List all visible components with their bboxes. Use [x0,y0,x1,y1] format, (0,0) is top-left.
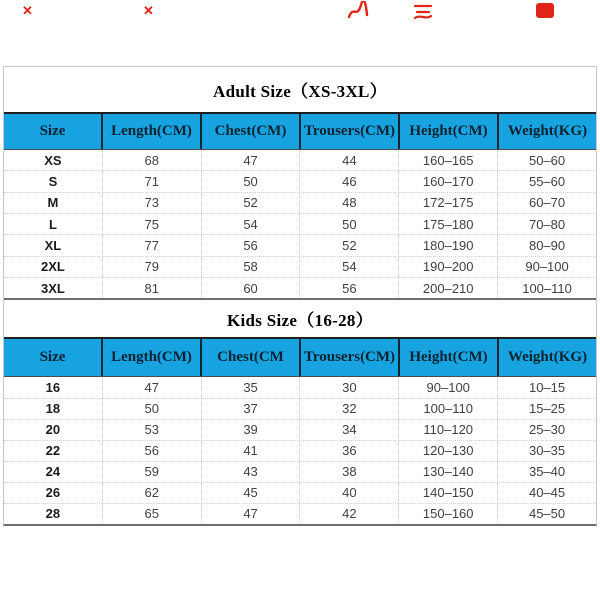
trousers-cell: 36 [299,441,398,461]
table-row [4,398,596,419]
size-cell: 18 [45,401,61,417]
size-cell: 2XL [40,259,65,275]
size-cell: M [47,195,59,211]
table-row [4,213,596,234]
table-row [4,192,596,213]
column-header-height: Height(CM) [398,339,497,376]
kids-header-row [4,337,596,377]
trousers-cell: 54 [299,257,398,277]
size-cell: 22 [45,443,61,459]
length-cell: 77 [102,235,201,255]
table-row [4,461,596,482]
kids-section-title: Kids Size（16-28） [227,311,373,331]
table-row [4,256,596,277]
weight-cell: 70–80 [497,214,596,234]
table-row [4,482,596,503]
size-cell: XS [44,152,62,168]
table-row [4,234,596,255]
red-mark-icon: ✕ [143,3,154,18]
length-cell: 73 [102,193,201,213]
size-cell: 26 [45,485,61,501]
size-cell: L [48,216,57,232]
table-row [4,277,596,298]
size-chart-table [3,66,597,526]
height-cell: 180–190 [398,235,497,255]
column-header-chest: Chest(CM [200,339,299,376]
length-cell: 62 [102,483,201,503]
adult-table-body [4,150,596,298]
trousers-cell: 44 [299,150,398,170]
length-cell: 56 [102,441,201,461]
trousers-cell: 50 [299,214,398,234]
height-cell: 172–175 [398,193,497,213]
height-cell: 110–120 [398,420,497,440]
chest-cell: 45 [201,483,300,503]
column-header-weight: Weight(KG) [497,114,596,149]
trousers-cell: 52 [299,235,398,255]
column-header-size: Size [39,349,66,366]
trousers-cell: 56 [299,278,398,298]
chest-cell: 47 [201,150,300,170]
red-mark-icon: ✕ [22,3,33,18]
size-cell: 16 [45,380,61,395]
length-cell: 68 [102,150,201,170]
column-header-length: Length(CM) [101,339,200,376]
height-cell: 190–200 [398,257,497,277]
height-cell: 90–100 [398,377,497,397]
weight-cell: 15–25 [497,399,596,419]
weight-cell: 25–30 [497,420,596,440]
length-cell: 50 [102,399,201,419]
chest-cell: 47 [201,504,300,524]
trousers-cell: 30 [299,377,398,397]
length-cell: 71 [102,171,201,191]
trousers-cell: 34 [299,420,398,440]
weight-cell: 90–100 [497,257,596,277]
height-cell: 160–170 [398,171,497,191]
weight-cell: 30–35 [497,441,596,461]
red-badge-icon [536,3,554,18]
table-row [4,419,596,440]
length-cell: 75 [102,214,201,234]
size-cell: 28 [45,506,61,522]
trousers-cell: 46 [299,171,398,191]
weight-cell: 100–110 [497,278,596,298]
red-scribble-icon [412,1,434,21]
chest-cell: 43 [201,462,300,482]
chest-cell: 35 [201,377,300,397]
column-header-length: Length(CM) [101,114,200,149]
trousers-cell: 32 [299,399,398,419]
chest-cell: 56 [201,235,300,255]
column-header-trousers: Trousers(CM) [299,339,398,376]
weight-cell: 45–50 [497,504,596,524]
chest-cell: 58 [201,257,300,277]
weight-cell: 55–60 [497,171,596,191]
height-cell: 175–180 [398,214,497,234]
column-header-height: Height(CM) [398,114,497,149]
column-header-size: Size [39,123,66,139]
height-cell: 140–150 [398,483,497,503]
size-cell: 20 [45,422,61,438]
size-cell: XL [44,238,62,254]
kids-size-section [4,298,596,524]
chest-cell: 41 [201,441,300,461]
chest-cell: 50 [201,171,300,191]
column-header-weight: Weight(KG) [497,339,596,376]
weight-cell: 80–90 [497,235,596,255]
length-cell: 53 [102,420,201,440]
chest-cell: 37 [201,399,300,419]
height-cell: 100–110 [398,399,497,419]
chest-cell: 54 [201,214,300,234]
trousers-cell: 42 [299,504,398,524]
size-cell: 24 [45,464,61,480]
trousers-cell: 40 [299,483,398,503]
column-header-trousers: Trousers(CM) [299,114,398,149]
size-cell: S [48,174,58,190]
weight-cell: 60–70 [497,193,596,213]
adult-size-section [4,67,596,298]
length-cell: 65 [102,504,201,524]
table-row [4,150,596,170]
weight-cell: 35–40 [497,462,596,482]
table-row [4,170,596,191]
table-row [4,440,596,461]
length-cell: 47 [102,377,201,397]
trousers-cell: 38 [299,462,398,482]
weight-cell: 40–45 [497,483,596,503]
size-cell: 3XL [40,280,65,296]
weight-cell: 50–60 [497,150,596,170]
height-cell: 200–210 [398,278,497,298]
column-header-chest: Chest(CM) [200,114,299,149]
chest-cell: 52 [201,193,300,213]
height-cell: 160–165 [398,150,497,170]
table-row [4,377,596,397]
kids-table-body [4,377,596,524]
height-cell: 150–160 [398,504,497,524]
height-cell: 130–140 [398,462,497,482]
weight-cell: 10–15 [497,377,596,397]
chest-cell: 39 [201,420,300,440]
red-scribble-icon [347,1,369,21]
table-row [4,503,596,524]
adult-header-row [4,112,596,150]
length-cell: 79 [102,257,201,277]
adult-section-title: Adult Size（XS-3XL） [213,82,387,101]
length-cell: 59 [102,462,201,482]
trousers-cell: 48 [299,193,398,213]
height-cell: 120–130 [398,441,497,461]
length-cell: 81 [102,278,201,298]
chest-cell: 60 [201,278,300,298]
